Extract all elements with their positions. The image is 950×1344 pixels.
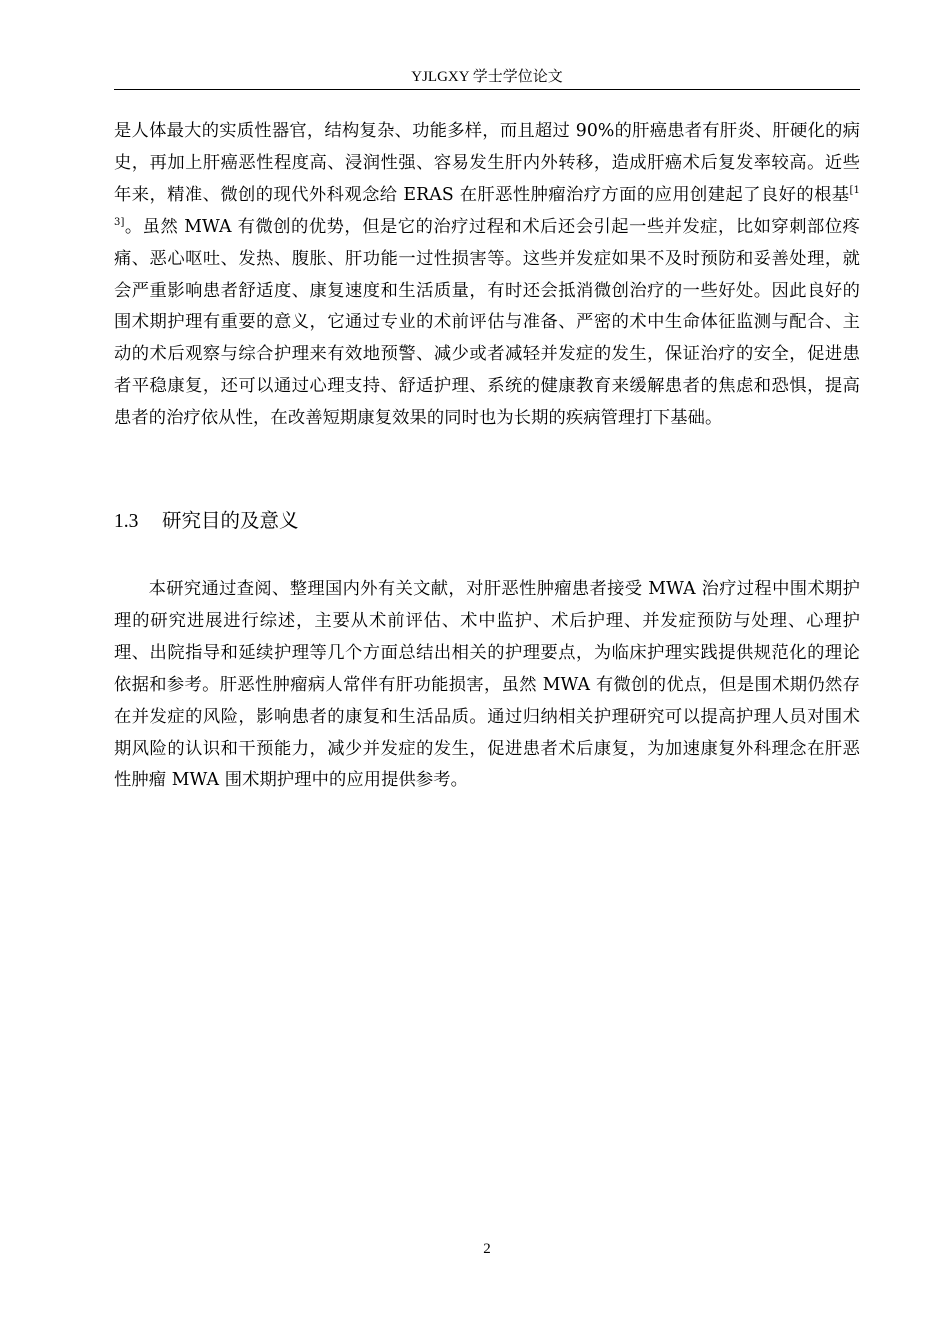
section-title: 研究目的及意义 (162, 509, 299, 532)
body-paragraph (114, 116, 860, 435)
section-heading (114, 506, 860, 537)
header-rule (114, 89, 860, 90)
body-paragraph: 本研究通过查阅、整理国内外有关文献，对肝恶性肿瘤患者接受 MWA 治疗过程中围术期护理的研究进展进行综述，主要从术前评估、术中监护、术后护理、并发症预防与处理、心理护理、出院指导和延续护理等几个方面总结出相关的护理要点，为临床护理实践提供规范化的理论依据和参考。肝恶性肿瘤病人常伴有肝功能损害，虽然 MWA 有微创的优点，但是围术期仍然存在并发症的风险，影响患者的康复和生活品质。通过归纳相关护理研究可以提高护理人员对围术期风险的认识和干预能力，减少并发症的发生，促进患者术后康复，为加速康复外科理念在肝恶性肿瘤 MWA 围术期护理中的应用提供参考。 (114, 579, 860, 791)
running-header: YJLGXY 学士学位论文 (411, 69, 563, 85)
paragraph-text: 。虽然 MWA 有微创的优势，但是它的治疗过程和术后还会引起一些并发症，比如穿刺部位疼痛、恶心呕吐、发热、腹胀、肝功能一过性损害等。这些并发症如果不及时预防和妥善处理，就会严重影响患者舒适度、康复速度和生活质量，有时还会抵消微创治疗的一些好处。因此良好的围术期护理有重要的意义，它通过专业的术前评估与准备、严密的术中生命体征监测与配合、主动的术后观察与综合护理来有效地预警、减少或者减轻并发症的发生，保证治疗的安全，促进患者平稳康复，还可以通过心理支持、舒适护理、系统的健康教育来缓解患者的焦虑和恐惧，提高患者的治疗依从性，在改善短期康复效果的同时也为长期的疾病管理打下基础。 (114, 216, 860, 429)
section-number: 1.3 (114, 511, 139, 532)
citation-marker[interactable]: [13] (114, 185, 860, 228)
page-number: 2 (483, 1241, 491, 1257)
paragraph-text: 是人体最大的实质性器官，结构复杂、功能多样，而且超过 90%的肝癌患者有肝炎、肝硬化的病史，再加上肝癌恶性程度高、浸润性强、容易发生肝内外转移，造成肝癌术后复发率较高。近些年来，精准、微创的现代外科观念给 ERAS 在肝恶性肿瘤治疗方面的应用创建起了良好的根基 (114, 121, 860, 205)
